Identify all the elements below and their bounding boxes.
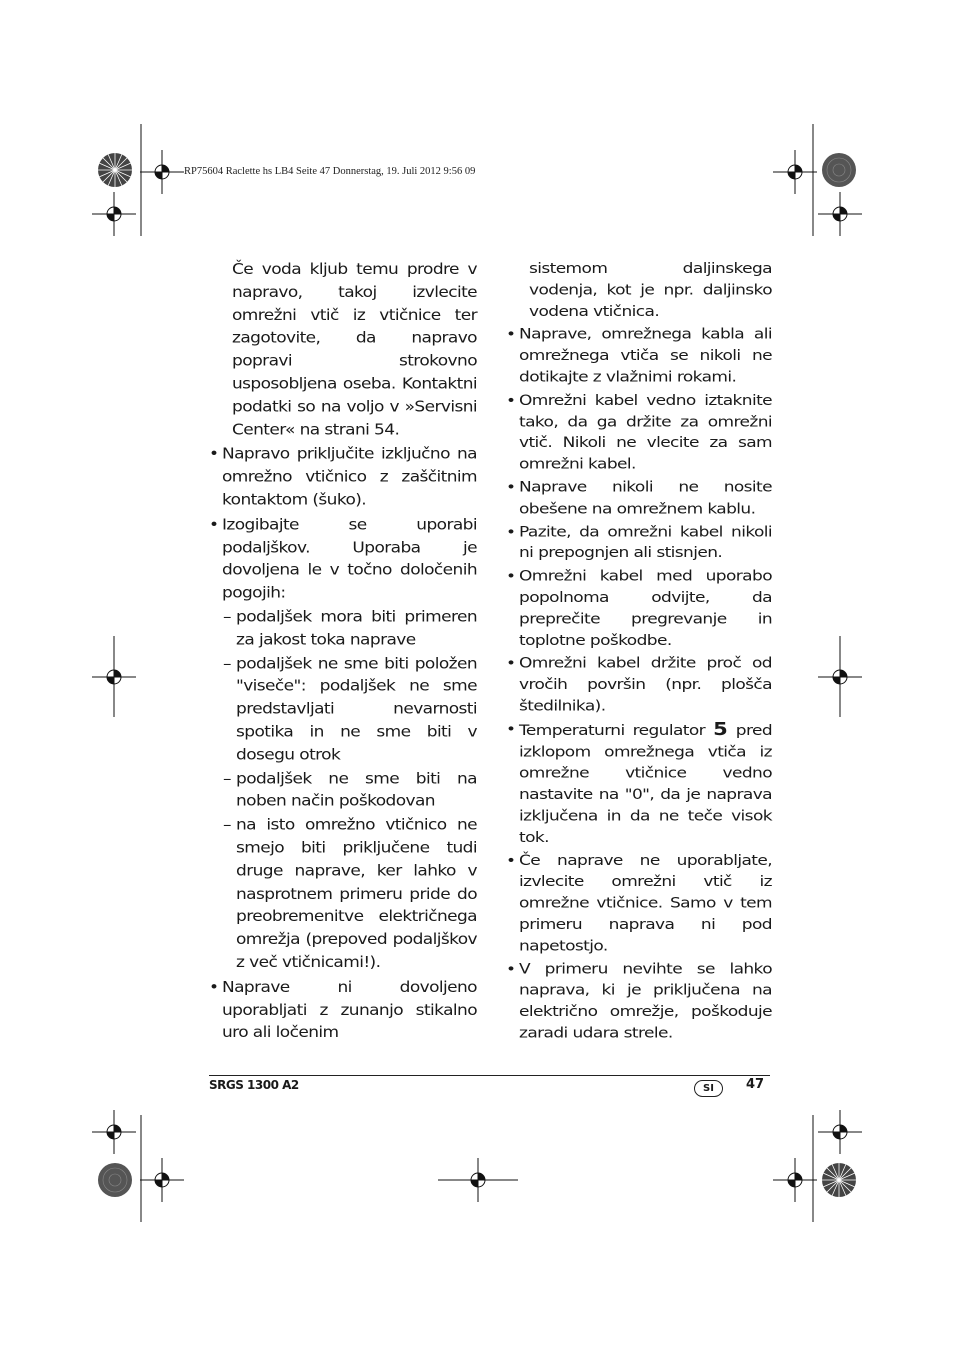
bullet-external-timer: • Naprave ni dovoljeno uporabljati z zunanjo stikalno uro ali ločenim [209, 976, 477, 1045]
condition-undamaged: – podaljšek ne sme biti na noben način poškodovan [209, 768, 477, 814]
bullet-grounded-socket: • Napravo priključite izključno na omrežno vtičnico z zaščitnim kontaktom (šuko). [209, 444, 477, 513]
bullet-hot-surfaces: • Omrežni kabel držite proč od vročih površin (npr. plošča štedilnika). [506, 654, 772, 718]
bullet-cable-not-kinked: • Pazite, da omrežni kabel nikoli ni prepognjen ali stisnjen. [506, 522, 772, 565]
bullet-extension-cords: • Izogibajte se uporabi podaljškov. Uporaba je dovoljena le v točno določenih pogojih: [209, 514, 477, 605]
intro-paragraph: Če voda kljub temu prodre v napravo, takoj izvlecite omrežni vtič iz vtičnice ter zagotovite, da napravo popravi strokovno usposobljena oseba. Kontaktni podatki so na voljo v »Servisni Center« na strani 54. [232, 260, 477, 439]
temp-text-after: pred izklopom omrežnega vtiča iz omrežne vtičnice vedno nastavite na "0", da je naprava izključena in da ne teče visok tok. [519, 722, 773, 846]
footer-divider [209, 1075, 770, 1076]
bullet-unwind-cable: • Omrežni kabel med uporabo popolnoma odvijte, da preprečite pregrevanje in toplotne poškodbe. [506, 566, 772, 651]
language-badge: SI [694, 1080, 723, 1097]
page-number: 47 [746, 1077, 765, 1092]
bullet-no-carry-by-cable: • Naprave nikoli ne nosite obešene na omrežnem kablu. [506, 478, 772, 521]
condition-no-hanging: – podaljšek ne sme biti položen "viseče": podaljšek ne sme predstavljati nevarnosti spotika in ne sme biti v dosegu otrok [209, 653, 477, 767]
temp-text-before: Temperaturni regulator [519, 722, 706, 740]
starburst-mark-bottom-left [97, 1162, 133, 1198]
regulator-reference-number: 5 [713, 719, 728, 740]
bullet-unplug-by-plug: • Omrežni kabel vedno iztaknite tako, da ga držite za omrežni vtič. Nikoli ne vlecite za sam omrežni kabel. [506, 391, 772, 476]
condition-rated-current: – podaljšek mora biti primeren za jakost toka naprave [209, 606, 477, 652]
bullet-unplug-when-unused: • Če naprave ne uporabljate, izvlecite omrežni vtič iz omrežne vtičnice. Samo v tem primeru naprava ni pod napetostjo. [506, 851, 772, 958]
starburst-mark-top-left [97, 152, 133, 188]
condition-no-other-devices: – na isto omrežno vtičnico ne smejo biti priključene tudi druge naprave, ker lahko v nasprotnem primeru pride do preobremenitve električnega omrežja (prepoved podaljškov z več vtičnicami!). [209, 815, 477, 975]
starburst-mark-bottom-right [821, 1162, 857, 1198]
print-header: RP75604 Raclette hs LB4 Seite 47 Donnerstag, 19. Juli 2012 9:56 09 [184, 166, 476, 177]
bullet-wet-hands: • Naprave, omrežnega kabla ali omrežnega vtiča se nikoli ne dotikajte z vlažnimi rokami. [506, 325, 772, 389]
starburst-mark-top-right [821, 152, 857, 188]
model-number: SRGS 1300 A2 [209, 1078, 299, 1092]
left-column [209, 259, 477, 1045]
bullet-temperature-regulator [506, 719, 772, 849]
right-column [506, 259, 772, 1045]
bullet-lightning: • V primeru nevihte se lahko naprava, ki je priključena na električno omrežje, poškoduje zaradi udara strele. [506, 959, 772, 1044]
continuation-paragraph: sistemom daljinskega vodenja, kot je npr. daljinsko vodena vtičnica. [529, 260, 772, 320]
